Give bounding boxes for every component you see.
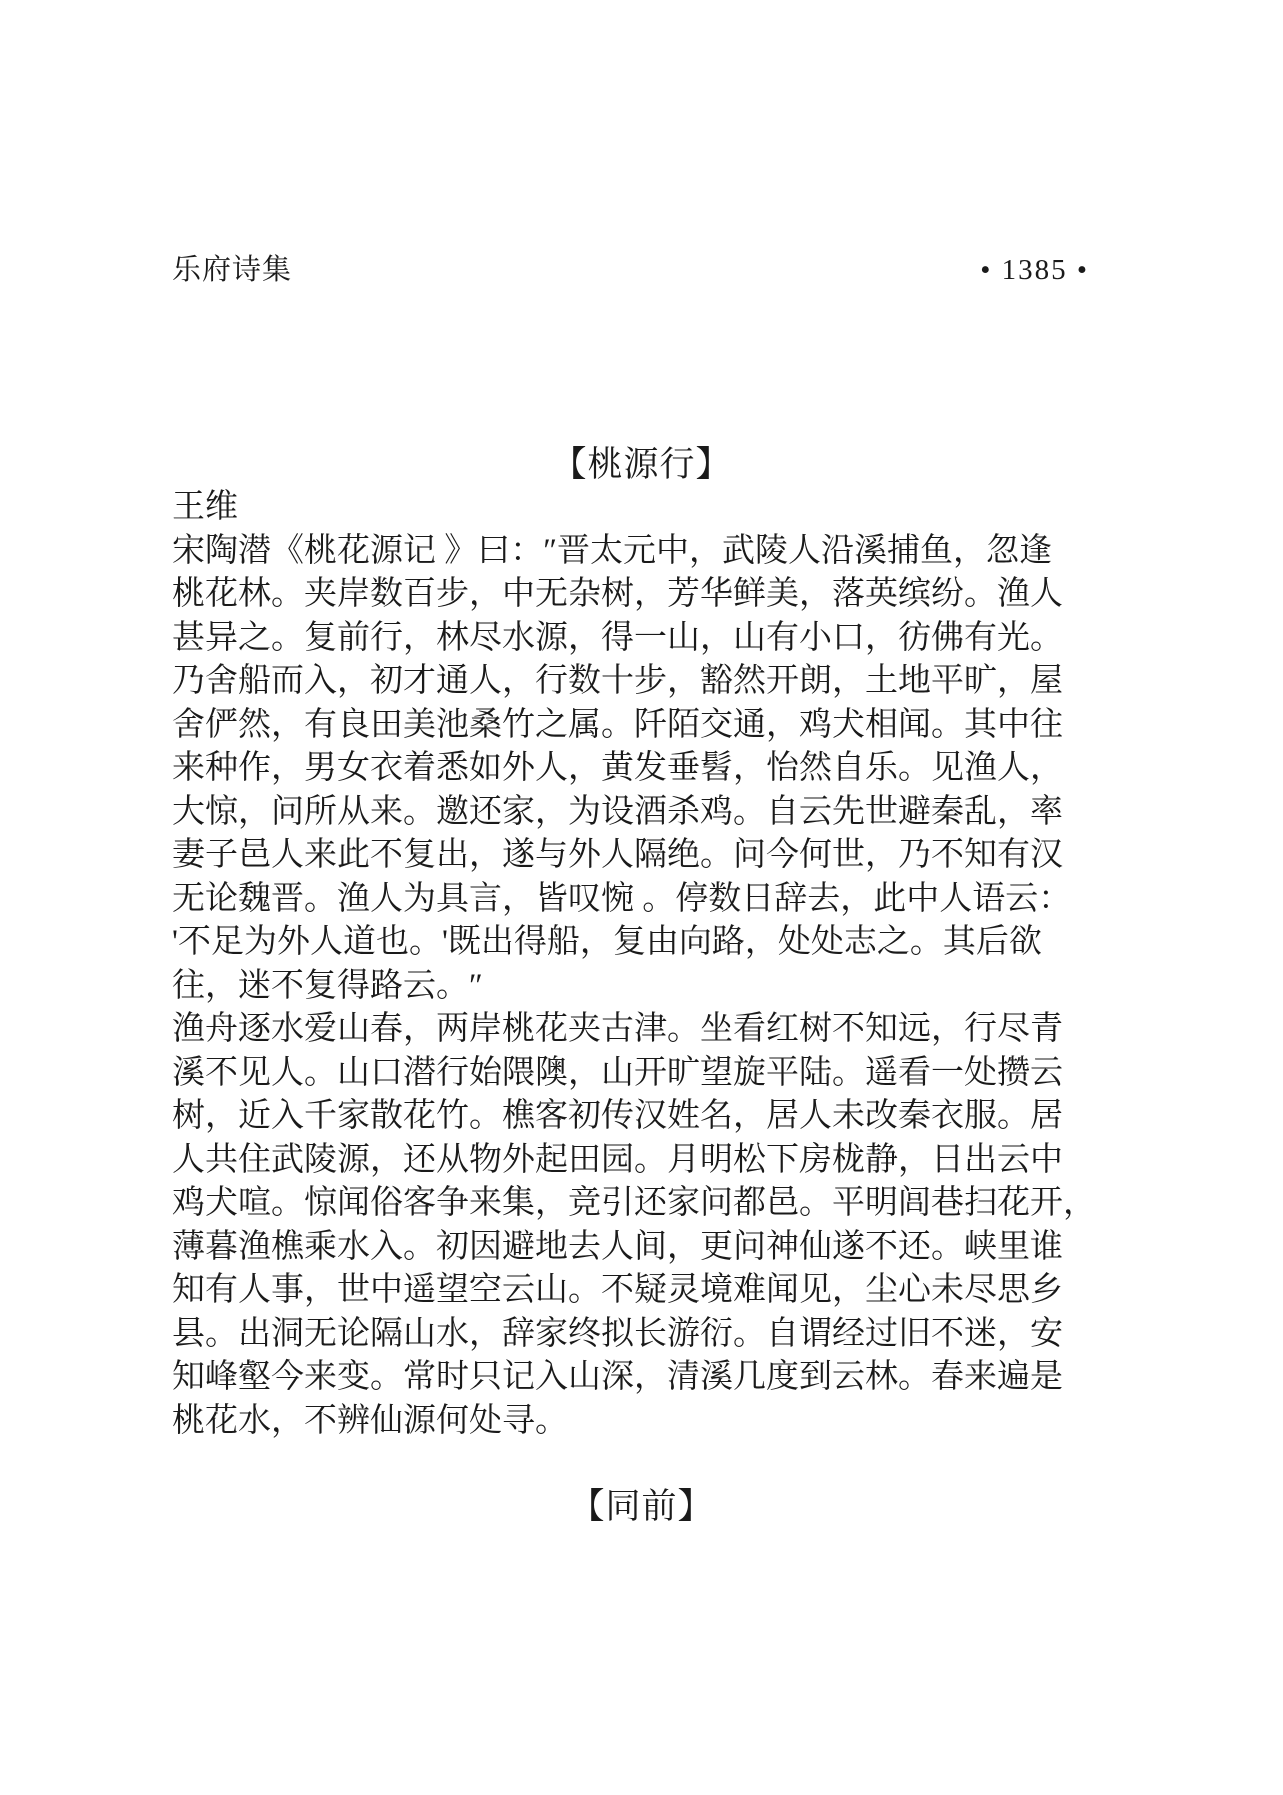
- poem-line: 树，近入千家散花竹。樵客初传汉姓名，居人未改秦衣服。居: [172, 1098, 1063, 1134]
- next-poem-title: 【同前】: [569, 1487, 714, 1526]
- poem-line: 知有人事，世中遥望空云山。不疑灵境难闻见，尘心未尽思乡: [172, 1272, 1063, 1308]
- poem-line: 渔舟逐水爱山春，两岸桃花夹古津。坐看红树不知远，行尽青: [172, 1011, 1063, 1047]
- preface-line: 宋陶潜《桃花源记 》曰：″晋太元中，武陵人沿溪捕鱼，忽逢: [172, 532, 1052, 569]
- poem-author: 王维: [172, 489, 238, 525]
- preface-line: 无论魏晋。渔人为具言，皆叹惋 。停数日辞去，此中人语云：: [172, 880, 1072, 917]
- preface-line: 妻子邑人来此不复出，遂与外人隔绝。问今何世，乃不知有汉: [172, 837, 1063, 873]
- running-header: [172, 252, 1115, 288]
- poem-line: 鸡犬喧。惊闻俗客争来集，竞引还家问都邑。平明闾巷扫花开，: [172, 1185, 1096, 1221]
- page-number: • 1385 •: [980, 254, 1089, 286]
- preface-line: 乃舍船而入，初才通人，行数十步，豁然开朗，土地平旷，屋: [172, 663, 1063, 699]
- preface-line: 来种作，男女衣着悉如外人，黄发垂髫，怡然自乐。见渔人，: [172, 750, 1063, 786]
- preface-line: '不足为外人道也。'既出得船，复由向路，处处志之。其后欲: [172, 924, 1042, 960]
- poem-line: 人共住武陵源，还从物外起田园。月明松下房栊静，日出云中: [172, 1141, 1063, 1178]
- book-title: 乐府诗集: [172, 254, 293, 286]
- poem-line: 知峰壑今来变。常时只记入山深，清溪几度到云林。春来遍是: [172, 1359, 1063, 1395]
- poem-content: [172, 486, 1120, 1443]
- poem-body: [172, 1008, 1120, 1443]
- poem-line: 桃花水，不辨仙源何处寻。: [172, 1402, 568, 1439]
- poem-preface: [172, 530, 1120, 1009]
- poem-line: 薄暮渔樵乘水入。初因避地去人间，更问神仙遂不还。峡里谁: [172, 1228, 1063, 1265]
- poem-title: 【桃源行】: [551, 445, 732, 484]
- preface-line: 往，迷不复得路云。″: [172, 967, 483, 1004]
- preface-line: 桃花林。夹岸数百步，中无杂树，芳华鲜美，落英缤纷。渔人: [172, 576, 1063, 612]
- poem-line: 县。出洞无论隔山水，辞家终拟长游衍。自谓经过旧不迷，安: [172, 1315, 1063, 1352]
- preface-line: 大惊，问所从来。邀还家，为设酒杀鸡。自云先世避秦乱，率: [172, 793, 1063, 830]
- poem-line: 溪不见人。山口潜行始隈隩，山开旷望旋平陆。遥看一处攒云: [172, 1054, 1063, 1091]
- preface-line: 舍俨然，有良田美池桑竹之属。阡陌交通，鸡犬相闻。其中往: [172, 706, 1063, 743]
- preface-line: 甚异之。复前行，林尽水源，得一山，山有小口，彷佛有光。: [172, 619, 1063, 656]
